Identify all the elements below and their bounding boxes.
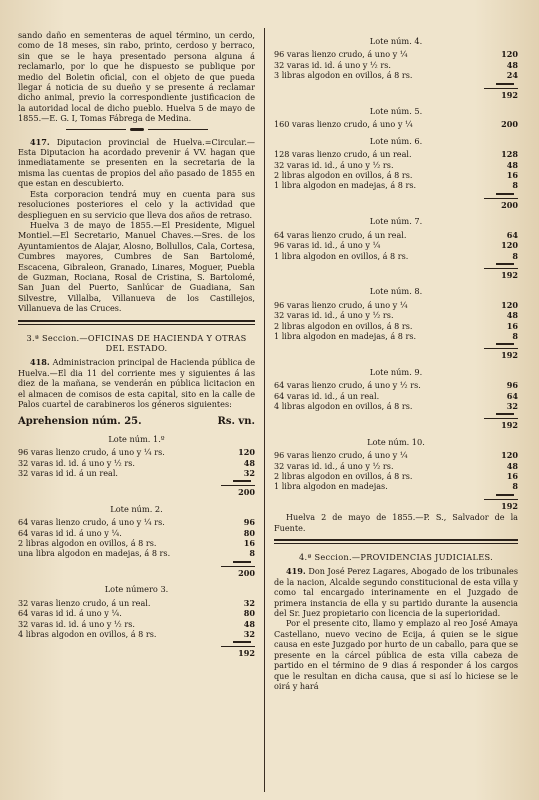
lot-total <box>274 267 518 280</box>
lot-item-description: una libra algodon en madejas, á 8 rs. <box>18 548 171 559</box>
lot-item-amount: 8 <box>512 180 518 191</box>
lot-item-description: 64 varas id id. á uno y ¼. <box>18 608 122 619</box>
lot-title: Lote núm. 1.º <box>108 433 165 444</box>
lot-item-amount: 120 <box>501 240 518 251</box>
lot-item-amount: 120 <box>238 447 255 458</box>
lot-row <box>18 447 255 457</box>
lot-item-description: 64 varas lienzo crudo, á uno y ½ rs. <box>274 380 421 391</box>
lot-item-amount: 96 <box>506 380 518 391</box>
lot-row <box>274 300 518 310</box>
lot-item-amount: 96 <box>243 517 255 528</box>
lot-item-amount: 80 <box>243 608 255 619</box>
lot-row <box>274 481 518 491</box>
lot-item-description: 96 varas lienzo crudo, á uno y ¼ <box>274 450 408 461</box>
lot-item-amount: 48 <box>243 618 255 629</box>
lot-row <box>274 49 518 59</box>
left-lot-list <box>18 434 255 659</box>
lot-item-amount: 64 <box>506 229 518 240</box>
lot-item-description: 64 varas lienzo crudo, á un real. <box>274 229 407 240</box>
lot-item-amount: 16 <box>506 471 518 481</box>
lot-total <box>18 645 255 658</box>
lot-item-amount: 8 <box>249 548 255 559</box>
lot-row <box>18 468 255 478</box>
right-column <box>274 30 518 691</box>
lot-item-amount: 200 <box>501 119 518 130</box>
lot-row <box>18 517 255 527</box>
lot-row <box>274 331 518 341</box>
lot-item-description: 96 varas lienzo crudo, á uno y ¼ <box>274 299 408 310</box>
lot-item-description: 2 libras algodon en ovillos, á 8 rs. <box>274 320 413 331</box>
lot-row <box>18 538 255 548</box>
lot-item-amount: 32 <box>243 468 255 479</box>
lot-item-description: 1 libra algodon en madejas, á 8 rs. <box>274 180 417 191</box>
lot-row <box>274 180 518 190</box>
lot-item-description: 32 varas id. id. á uno y ½ rs. <box>18 457 135 468</box>
lot-item-description: 2 libras algodon en ovillos, á 8 rs. <box>274 471 413 481</box>
lot-row <box>18 608 255 618</box>
lot-item-amount: 16 <box>506 320 518 331</box>
lot-item-amount: 16 <box>506 170 518 181</box>
lot-item-description: 32 varas id id. á un real. <box>18 468 118 479</box>
lot-item-amount: 24 <box>506 70 518 81</box>
lot-total-amount: 192 <box>484 418 518 430</box>
lot-item-description: 96 varas id. id., á uno y ¼ <box>274 240 381 251</box>
lot-total-amount: 192 <box>484 88 518 100</box>
lot-item-amount: 48 <box>506 310 518 321</box>
lot-total-amount: 200 <box>221 485 255 497</box>
lot-item-amount: 48 <box>506 159 518 170</box>
lot-title: Lote núm. 7. <box>369 216 423 227</box>
lot-item-description: 4 libras algodon en ovillos, á 8 rs. <box>18 628 157 639</box>
lot-item-description: 1 libra algodon en madejas, á 8 rs. <box>274 330 417 341</box>
lot-item-amount: 64 <box>506 390 518 401</box>
section-ornament <box>18 128 255 131</box>
lot-item-description: 1 libra algodon en madejas. <box>274 481 388 492</box>
lot-row <box>18 548 255 558</box>
lot-row <box>274 461 518 471</box>
lot-item-description: 160 varas lienzo crudo, á uno y ¼ <box>274 119 413 130</box>
huelva-signature: Huelva 2 de mayo de 1855.—P. S., Salvador de la Fuente. <box>274 512 518 533</box>
lot-row <box>274 119 518 129</box>
lot-item-description: 32 varas id. id., á uno y ½ rs. <box>274 460 394 471</box>
lot-item-amount: 120 <box>501 299 518 310</box>
lot-title: Lote núm. 4. <box>369 36 423 46</box>
lot-total <box>274 498 518 511</box>
item-417-number: 417. <box>30 136 50 147</box>
lot-item-description: 64 varas id id. á uno y ¼. <box>18 527 122 538</box>
lot-row <box>274 240 518 250</box>
item-418-number: 418. <box>30 357 50 368</box>
item-417-text: Diputacion provincial de Huelva.=Circular.—Esta Diputacion ha acordado prevenir á VV. hagan que inmediatamente se presenten en la secretaria de la misma las cuentas de propios del año pasado de 1855 en que estan en descubierto. <box>18 136 255 189</box>
item-418 <box>18 357 255 409</box>
lot-item-description: 32 varas id. id., á uno y ½ rs. <box>274 159 394 170</box>
lot-title: Lote núm. 6. <box>369 135 423 146</box>
item-417-text-2: Esta corporacion tendrá muy en cuenta para sus resoluciones posteriores el celo y la actividad que desplieguen en su servicio que lleva dos años de retraso. <box>18 188 255 220</box>
lot-row <box>18 458 255 468</box>
lot-row <box>274 70 518 80</box>
lot-title: Lote núm. 5. <box>369 106 423 117</box>
lot-item-amount: 32 <box>243 597 255 608</box>
lot-total <box>18 565 255 578</box>
lot-total-amount: 200 <box>221 566 255 578</box>
left-column <box>18 30 255 659</box>
section-divider <box>18 320 255 325</box>
lot-item-amount: 16 <box>243 538 255 549</box>
lot-row <box>274 391 518 401</box>
aprehension-unit: Rs. vn. <box>217 416 255 428</box>
lot-total-amount: 192 <box>221 646 255 658</box>
lot-row <box>18 629 255 639</box>
column-divider <box>264 28 265 792</box>
lot-item-description: 32 varas id. id., á uno y ½ rs. <box>274 310 394 321</box>
lot-total-amount: 192 <box>484 268 518 280</box>
lot-row <box>274 230 518 240</box>
lot-item-amount: 8 <box>512 250 518 261</box>
lot-item-description: 32 varas lienzo crudo, á un real. <box>18 597 151 608</box>
lot-item-description: 128 varas lienzo crudo, á un real. <box>274 149 412 160</box>
lot-item-description: 96 varas lienzo crudo, á uno y ¼ <box>274 49 408 60</box>
lot-row <box>274 401 518 411</box>
intro-paragraph: sando daño en sementeras de aquel término, un cerdo, como de 18 meses, sin rabo, printo, cerdoso y berraco, sin que se le haya presentado persona alguna á reclamarlo, por lo que he dispuesto se publique por medio del Boletin oficial, con el objeto de que pueda llegar á noticia de su dueño y se presente á reclamar dicho animal, previo la correspondiente justificacion de la autoridad local de dicho pueblo. Huelva 5 de mayo de 1855.—E. G. I, Tomas Fábrega de Medina. <box>18 30 255 124</box>
aprehension-header <box>18 417 255 427</box>
item-418-text: Administracion principal de Hacienda pública de Huelva.—El dia 11 del corriente mes y siguientes á las diez de la mañana, se venderán en pública licitacion en el almacen de comisos de esta capital, sito en la calle de Palos cuartel de carabineros los géneros siguientes: <box>18 357 255 409</box>
lot-item-description: 64 varas lienzo crudo, á uno y ¼ rs. <box>18 517 165 528</box>
lot-row <box>274 471 518 481</box>
lot-item-description: 32 varas id. id. á uno y ½ rs. <box>18 618 135 629</box>
lot-item-description: 1 libra algodon en ovillos, á 8 rs. <box>274 250 409 261</box>
lot-row <box>274 60 518 70</box>
lot-total <box>18 484 255 497</box>
lot-item-amount: 32 <box>506 400 518 411</box>
lot-item-description: 2 libras algodon en ovillos, á 8 rs. <box>18 538 157 549</box>
lot-row <box>274 321 518 331</box>
lot-row <box>274 310 518 320</box>
lot-row <box>274 450 518 460</box>
lot-item-description: 3 libras algodon en ovillos, á 8 rs. <box>274 70 413 81</box>
lot-total-amount: 192 <box>484 348 518 360</box>
lot-title: Lote núm. 2. <box>110 503 163 514</box>
lot-item-amount: 48 <box>243 457 255 468</box>
lot-row <box>18 619 255 629</box>
lot-total <box>274 347 518 360</box>
item-419-number: 419. <box>286 566 306 577</box>
lot-row <box>18 598 255 608</box>
lot-title: Lote número 3. <box>104 584 169 595</box>
lot-item-description: 96 varas lienzo crudo, á uno y ¼ rs. <box>18 447 165 458</box>
lot-item-amount: 120 <box>501 49 518 60</box>
lot-total-amount: 200 <box>484 198 518 210</box>
item-419 <box>274 566 518 618</box>
lot-item-description: 32 varas id. id. á uno y ½ rs. <box>274 59 391 70</box>
lot-row <box>274 251 518 261</box>
lot-item-amount: 128 <box>501 149 518 160</box>
item-417-signature: Huelva 3 de mayo de 1855.—El Presidente, Miguel Montiel.—El Secretario, Manuel Chaves.—Sres. de los Ayuntamientos de Alajar, Alosno, Bollullos, Cala, Cortesa, Cumbres mayores, Cumbres de San Bartolomé, Escacena, Gibraleon, Granado, Linares, Moguer, Puebla de Guzman, Rociana, Rosal de Cristina, S. Bartolomé, San Juan del Puerto, Sanlúcar de Guadiana, San Silvestre, Villalba, Villanueva de los Castillejos, Villanueva de las Cruces. <box>18 219 255 314</box>
lot-item-amount: 32 <box>243 628 255 639</box>
lot-row <box>274 170 518 180</box>
lot-item-description: 64 varas id. id., á un real. <box>274 390 380 401</box>
lot-item-description: 4 libras algodon en ovillos, á 8 rs. <box>274 400 413 411</box>
lot-title: Lote núm. 8. <box>369 286 423 297</box>
lot-total <box>274 417 518 430</box>
lot-total-amount: 192 <box>484 499 518 511</box>
item-419-text-2: Por el presente cito, llamo y emplazo al reo José Amaya Castellano, nuevo vecino de Ecija, á quien se le sigue causa en este Juzgado por hurto de un caballo, para que se presente en la cárcel pública de esta villa cabeza de partido en el término de 9 dias á responder á los cargos que le resultan en dicha causa, que si así lo hiciese se le oirá y hará <box>274 618 518 691</box>
lot-row <box>274 160 518 170</box>
lot-row <box>274 149 518 159</box>
aprehension-label: Aprehension núm. 25. <box>18 416 142 428</box>
lot-item-description: 2 libras algodon en ovillos, á 8 rs. <box>274 170 413 181</box>
lot-item-amount: 48 <box>506 59 518 70</box>
item-419-text: Don José Perez Lagares, Abogado de los tribunales de la nacion, Alcalde segundo constitucional de esta villa y como tal encargado interinamente en el Juzgado de primera instancia de ella y su partido durante la ausencia del Sr. Juez propietario con licencia de la superioridad. <box>274 566 518 619</box>
item-417 <box>18 137 255 189</box>
lot-row <box>274 380 518 390</box>
lot-total <box>274 197 518 210</box>
lot-row <box>18 528 255 538</box>
section-divider-right <box>274 539 518 544</box>
lot-item-amount: 120 <box>501 450 518 461</box>
lot-item-amount: 48 <box>506 460 518 471</box>
section-4-title: 4.ª Seccion.—PROVIDENCIAS JUDICIALES. <box>298 552 494 563</box>
lot-item-amount: 8 <box>512 330 518 341</box>
lot-total <box>274 87 518 100</box>
section-3-title: 3.ª Seccion.—OFICINAS DE HACIENDA Y OTRAS DEL ESTADO. <box>26 332 247 353</box>
lot-title: Lote núm. 10. <box>367 436 425 447</box>
lot-item-amount: 80 <box>243 527 255 538</box>
lot-item-amount: 8 <box>512 481 518 492</box>
lot-title: Lote núm. 9. <box>369 366 423 377</box>
right-lot-list <box>274 36 518 511</box>
